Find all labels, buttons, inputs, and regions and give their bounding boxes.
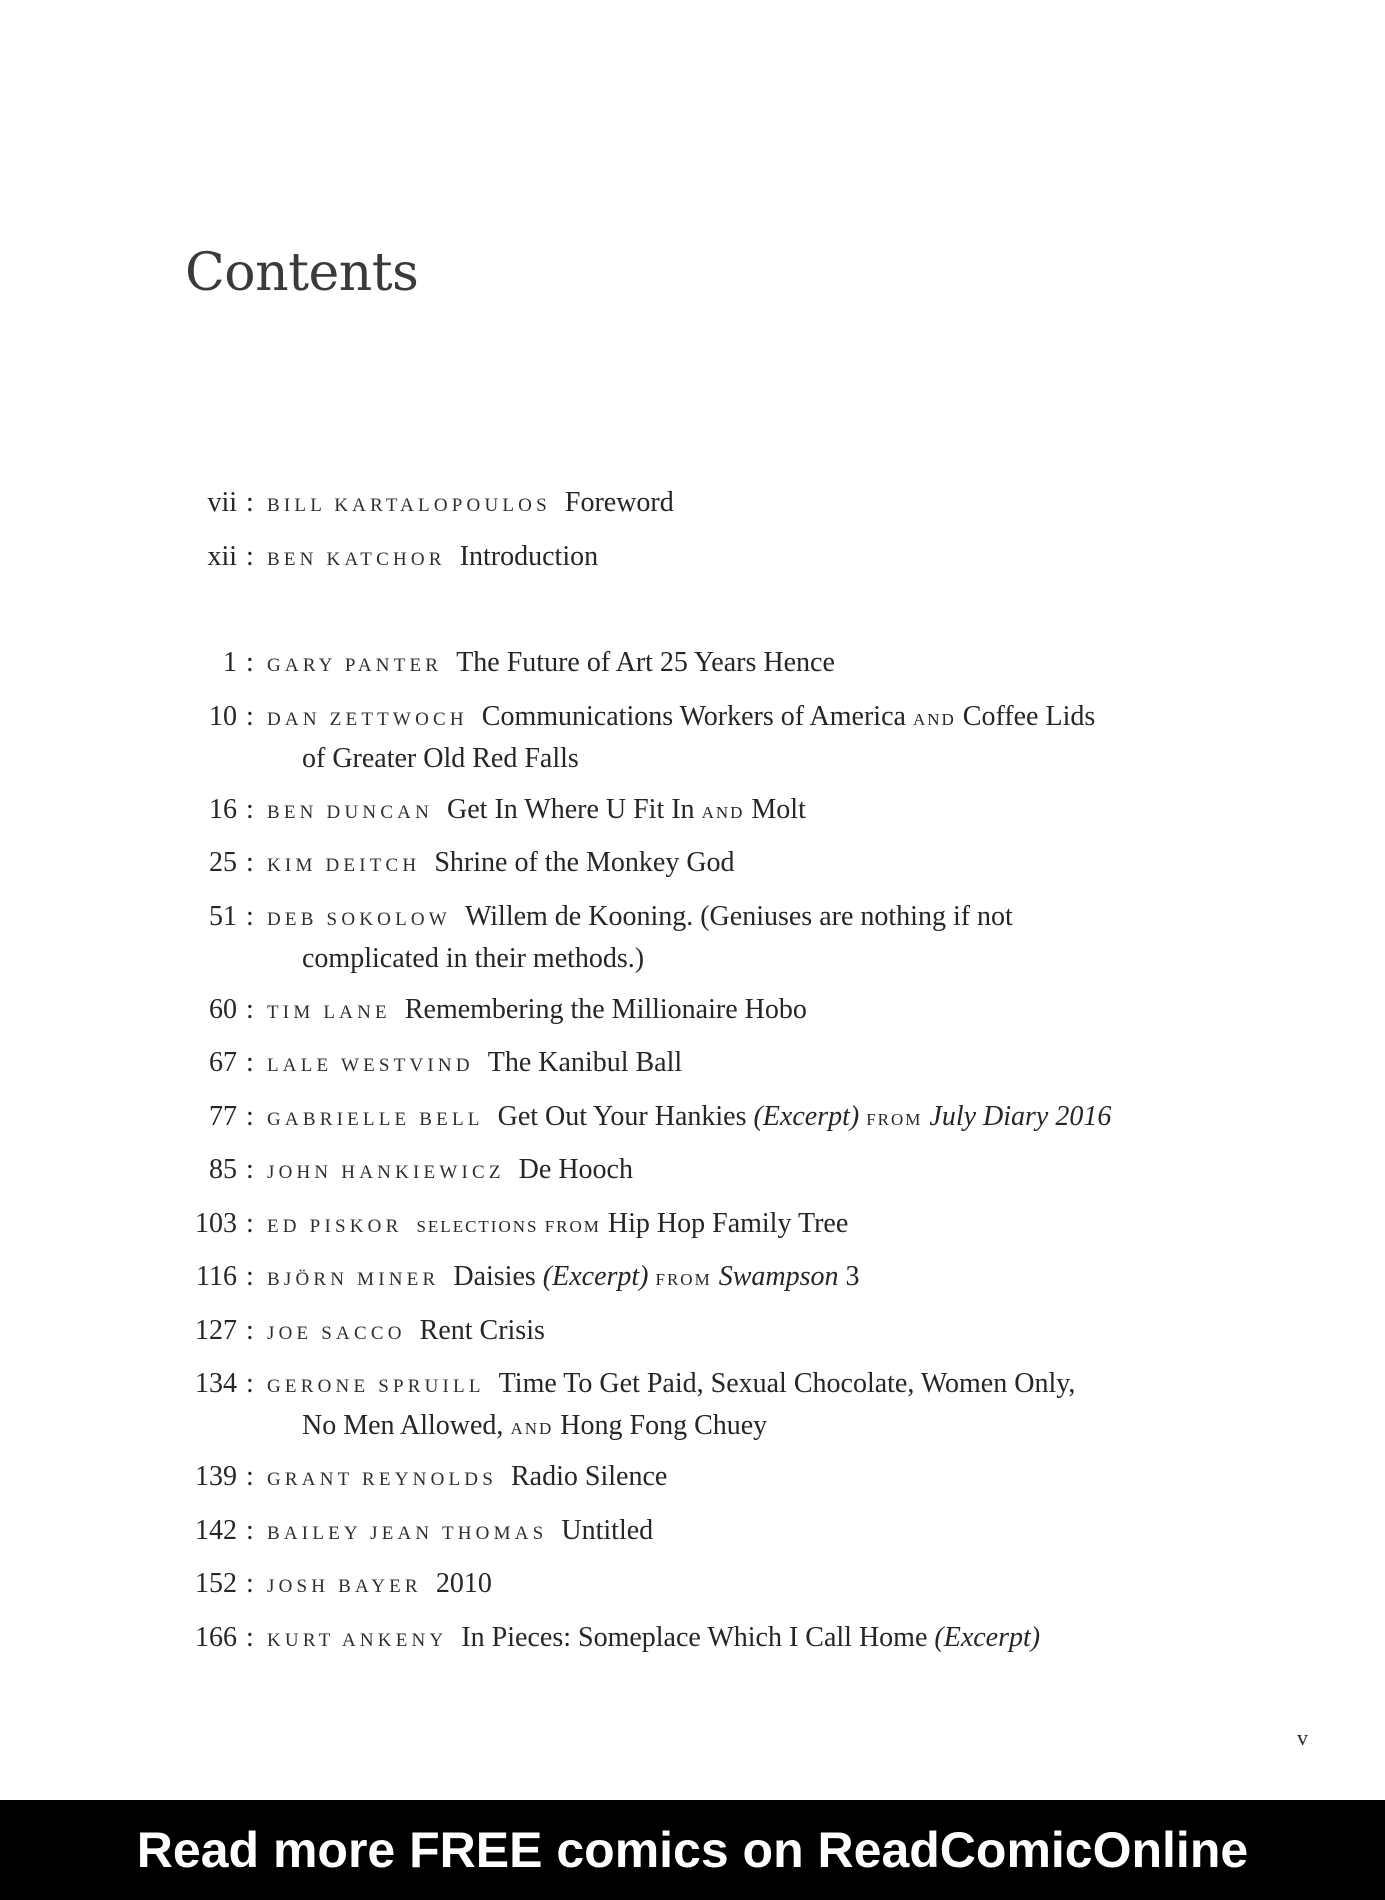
italic-text: (Excerpt)	[753, 1100, 860, 1132]
title-text: Untitled	[561, 1514, 654, 1546]
toc-entry-body	[267, 1511, 1187, 1553]
toc-entry-body	[267, 1457, 1187, 1499]
title-text: Foreword	[564, 487, 674, 518]
toc-separator: :	[246, 1621, 254, 1653]
toc-separator: :	[246, 1568, 254, 1599]
toc-separator: :	[246, 1368, 254, 1399]
toc-author: JOHN HANKIEWICZ	[267, 1162, 505, 1183]
toc-separator: :	[246, 700, 254, 732]
toc-separator: :	[246, 793, 254, 825]
toc-entry-body	[267, 1311, 1187, 1353]
title-text: Introduction	[459, 540, 599, 572]
toc-entry-body	[267, 1564, 1187, 1606]
toc-author: JOSH BAYER	[267, 1576, 422, 1597]
toc-page-number: 116	[196, 1261, 237, 1292]
toc-page-number: 25	[209, 847, 237, 878]
toc-entry-body	[267, 697, 1187, 778]
toc-entry-body	[267, 1618, 1187, 1660]
title-text: In Pieces: Someplace Which I Call Home	[461, 1621, 935, 1653]
toc-page-number: 166	[195, 1621, 237, 1653]
toc-separator: :	[246, 1207, 254, 1239]
toc-entry-body	[267, 1257, 1187, 1299]
title-text: Hong Fong Chuey	[553, 1410, 768, 1441]
toc-page-number: 134	[195, 1368, 237, 1399]
toc-entry-body	[267, 643, 1187, 685]
toc-page-number: 10	[209, 700, 237, 732]
toc-page-number: 103	[195, 1207, 237, 1239]
page-number: v	[1297, 1725, 1308, 1750]
toc-author: TIM LANE	[267, 1001, 391, 1023]
title-text: Daisies	[453, 1261, 543, 1292]
title-text: Willem de Kooning. (Geniuses are nothing if not	[464, 900, 1013, 932]
title-text: The Future of Art 25 Years Hence	[456, 647, 835, 678]
title-text: No Men Allowed,	[302, 1410, 511, 1441]
toc-author: LALE WESTVIND	[267, 1055, 474, 1076]
toc-entry-body	[267, 483, 1187, 525]
toc-entry-body	[267, 1364, 1187, 1448]
title-text: The Kanibul Ball	[487, 1047, 683, 1078]
italic-text: (Excerpt)	[542, 1261, 649, 1292]
toc-page-number: 127	[195, 1314, 237, 1346]
toc-author: BJÖRN MINER	[267, 1269, 440, 1290]
toc-page-number: 142	[195, 1514, 237, 1546]
toc-page-number: 67	[209, 1047, 237, 1078]
toc-page-number: 1	[223, 647, 237, 678]
toc-author: GABRIELLE BELL	[267, 1108, 484, 1130]
title-text: Communications Workers of America	[481, 700, 913, 732]
title-text: Get Out Your Hankies	[497, 1100, 754, 1132]
toc-entry-body	[267, 843, 1187, 885]
toc-title-continuation	[267, 1406, 1187, 1448]
toc-author: KURT ANKENY	[267, 1629, 448, 1651]
title-text: Radio Silence	[511, 1461, 668, 1492]
toc-author: ED PISKOR	[267, 1215, 403, 1237]
title-text: Coffee Lids	[955, 700, 1096, 732]
italic-text: (Excerpt)	[934, 1621, 1041, 1653]
toc-entry-body	[267, 790, 1187, 832]
title-text	[712, 1261, 719, 1292]
toc-separator: :	[246, 487, 254, 518]
toc-page-number: 60	[209, 993, 237, 1025]
toc-entry-body	[267, 1204, 1187, 1246]
toc-page-number: 85	[209, 1154, 237, 1185]
small-caps-text: AND	[510, 1419, 554, 1438]
toc-page-number: 16	[209, 793, 237, 825]
toc-author: KIM DEITCH	[267, 855, 421, 876]
page-title: Contents	[185, 243, 419, 303]
toc-title-continuation: of Greater Old Red Falls	[302, 742, 579, 774]
toc-page-number: 139	[195, 1461, 237, 1492]
title-text	[649, 1261, 656, 1292]
toc-separator: :	[246, 1154, 254, 1185]
toc-entry-body	[267, 1043, 1187, 1085]
toc-entry-body	[267, 537, 1187, 579]
toc-separator: :	[246, 993, 254, 1025]
toc-author: BEN DUNCAN	[267, 801, 434, 823]
italic-text: Swampson	[718, 1261, 839, 1292]
toc-separator: :	[246, 1047, 254, 1078]
italic-text: July Diary 2016	[929, 1100, 1112, 1132]
toc-author: BILL KARTALOPOULOS	[267, 495, 551, 516]
toc-title-continuation: complicated in their methods.)	[302, 942, 645, 974]
toc-separator: :	[246, 1261, 254, 1292]
title-text: Shrine of the Monkey God	[434, 847, 735, 878]
title-text: Molt	[744, 793, 806, 825]
title-text: Get In Where U Fit In	[447, 793, 702, 825]
toc-separator: :	[246, 1461, 254, 1492]
toc-entry-body	[267, 1150, 1187, 1192]
toc-author: GRANT REYNOLDS	[267, 1469, 497, 1490]
toc-separator: :	[246, 1514, 254, 1546]
title-text: 2010	[435, 1568, 492, 1599]
title-text: De Hooch	[518, 1154, 633, 1185]
small-caps-text: AND	[912, 709, 956, 729]
toc-page-number: vii	[207, 487, 237, 518]
small-caps-text: AND	[701, 802, 745, 822]
toc-author: DAN ZETTWOCH	[267, 708, 468, 730]
toc-author: GARY PANTER	[267, 655, 443, 676]
title-text: Hip Hop Family Tree	[600, 1207, 849, 1239]
toc-page-number: xii	[207, 540, 237, 572]
toc-separator: :	[246, 847, 254, 878]
title-text: 3	[838, 1261, 860, 1292]
toc-entry-body	[267, 1097, 1187, 1139]
toc-entry-body	[267, 897, 1187, 978]
title-text: Time To Get Paid, Sexual Chocolate, Women Only,	[498, 1368, 1076, 1399]
toc-page-number: 152	[195, 1568, 237, 1599]
small-caps-text: SELECTIONS FROM	[416, 1216, 601, 1236]
small-caps-text: FROM	[655, 1270, 712, 1289]
title-text: Remembering the Millionaire Hobo	[404, 993, 807, 1025]
toc-author: JOE SACCO	[267, 1322, 406, 1344]
toc-separator: :	[246, 1314, 254, 1346]
toc-page-number: 51	[209, 900, 237, 932]
toc-author: GERONE SPRUILL	[267, 1376, 485, 1397]
toc-author: BEN KATCHOR	[267, 548, 446, 570]
promo-banner[interactable]: Read more FREE comics on ReadComicOnline	[0, 1800, 1385, 1900]
toc-separator: :	[246, 540, 254, 572]
toc-page-number: 77	[209, 1100, 237, 1132]
toc-author: DEB SOKOLOW	[267, 908, 451, 930]
toc-separator: :	[246, 900, 254, 932]
title-text: Rent Crisis	[419, 1314, 545, 1346]
small-caps-text: FROM	[866, 1109, 923, 1129]
toc-separator: :	[246, 647, 254, 678]
toc-separator: :	[246, 1100, 254, 1132]
toc-author: BAILEY JEAN THOMAS	[267, 1522, 548, 1544]
toc-entry-body	[267, 990, 1187, 1032]
